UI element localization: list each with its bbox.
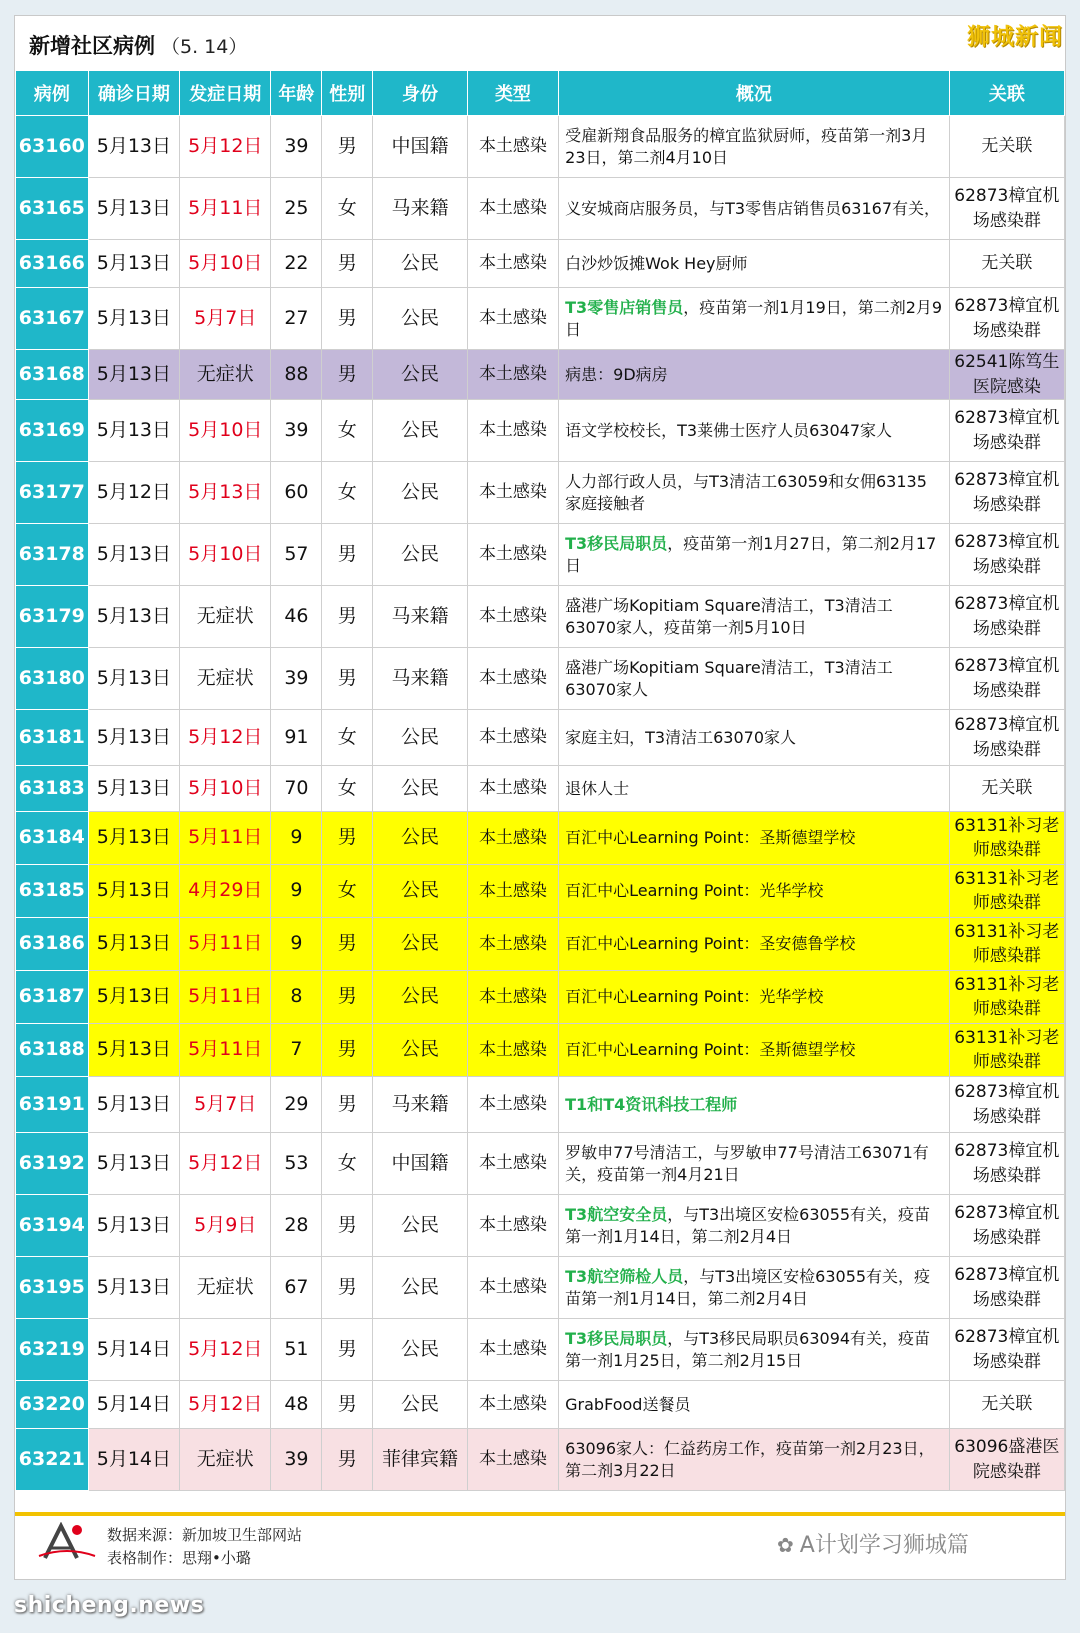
table-row bbox=[16, 812, 1065, 865]
case-id-cell: 63186 bbox=[16, 918, 89, 971]
sex-cell: 男 bbox=[322, 240, 373, 288]
cluster-link-cell: 62873樟宜机场感染群 bbox=[949, 1195, 1064, 1257]
onset-date-cell: 5月11日 bbox=[180, 918, 271, 971]
description-cell bbox=[559, 1319, 950, 1381]
identity-cell: 公民 bbox=[373, 1257, 468, 1319]
description-text: 义安城商店服务员，与T3零售店销售员63167有关， bbox=[565, 198, 940, 218]
wechat-account-name: A计划学习狮城篇 bbox=[799, 1533, 969, 1558]
cluster-link-cell: 62873樟宜机场感染群 bbox=[949, 400, 1064, 462]
title-date: （5. 14） bbox=[161, 36, 248, 58]
table-row bbox=[16, 918, 1065, 971]
age-cell: 39 bbox=[271, 116, 322, 178]
type-cell: 本土感染 bbox=[467, 586, 558, 648]
description-cell bbox=[559, 710, 950, 766]
confirmed-date-cell: 5月12日 bbox=[88, 462, 179, 524]
table-row bbox=[16, 586, 1065, 648]
table-row bbox=[16, 350, 1065, 400]
sex-cell: 男 bbox=[322, 586, 373, 648]
onset-date-cell: 无症状 bbox=[180, 1257, 271, 1319]
age-cell: 7 bbox=[271, 1024, 322, 1077]
case-id-cell: 63194 bbox=[16, 1195, 89, 1257]
type-cell: 本土感染 bbox=[467, 766, 558, 812]
footer-credits bbox=[107, 1524, 302, 1571]
case-id-cell: 63191 bbox=[16, 1077, 89, 1133]
description-cell bbox=[559, 971, 950, 1024]
type-cell: 本土感染 bbox=[467, 116, 558, 178]
age-cell: 25 bbox=[271, 178, 322, 240]
identity-cell: 公民 bbox=[373, 462, 468, 524]
sex-cell: 男 bbox=[322, 1024, 373, 1077]
onset-date-cell: 5月10日 bbox=[180, 400, 271, 462]
cluster-link-cell: 63131补习老师感染群 bbox=[949, 971, 1064, 1024]
highlight-text: T3航空筛检人员 bbox=[565, 1267, 684, 1287]
onset-date-cell: 5月7日 bbox=[180, 288, 271, 350]
type-cell: 本土感染 bbox=[467, 462, 558, 524]
description-text: ，与T3出境区安检63055有关，疫苗第一剂1月14日，第二剂2月4日 bbox=[565, 1205, 931, 1246]
confirmed-date-cell: 5月13日 bbox=[88, 116, 179, 178]
onset-date-cell: 5月12日 bbox=[180, 1133, 271, 1195]
onset-date-cell: 5月10日 bbox=[180, 524, 271, 586]
confirmed-date-cell: 5月13日 bbox=[88, 971, 179, 1024]
cluster-link-cell: 62873樟宜机场感染群 bbox=[949, 648, 1064, 710]
cluster-link-cell: 62541陈笃生医院感染 bbox=[949, 350, 1064, 400]
confirmed-date-cell: 5月13日 bbox=[88, 350, 179, 400]
sex-cell: 男 bbox=[322, 116, 373, 178]
sex-cell: 女 bbox=[322, 1133, 373, 1195]
confirmed-date-cell: 5月13日 bbox=[88, 865, 179, 918]
confirmed-date-cell: 5月13日 bbox=[88, 918, 179, 971]
onset-date-cell: 5月7日 bbox=[180, 1077, 271, 1133]
case-id-cell: 63183 bbox=[16, 766, 89, 812]
type-cell: 本土感染 bbox=[467, 1195, 558, 1257]
table-row bbox=[16, 766, 1065, 812]
confirmed-date-cell: 5月13日 bbox=[88, 178, 179, 240]
confirmed-date-cell: 5月14日 bbox=[88, 1319, 179, 1381]
confirmed-date-cell: 5月13日 bbox=[88, 1133, 179, 1195]
description-cell bbox=[559, 116, 950, 178]
age-cell: 9 bbox=[271, 812, 322, 865]
age-cell: 48 bbox=[271, 1381, 322, 1429]
description-text: 百汇中心Learning Point：圣斯德望学校 bbox=[565, 828, 856, 848]
cluster-link-cell: 62873樟宜机场感染群 bbox=[949, 710, 1064, 766]
onset-date-cell: 5月13日 bbox=[180, 462, 271, 524]
case-id-cell: 63187 bbox=[16, 971, 89, 1024]
identity-cell: 公民 bbox=[373, 710, 468, 766]
type-cell: 本土感染 bbox=[467, 240, 558, 288]
case-id-cell: 63165 bbox=[16, 178, 89, 240]
type-cell: 本土感染 bbox=[467, 400, 558, 462]
site-watermark: shicheng.news bbox=[14, 1593, 205, 1618]
highlight-text: T3零售店销售员 bbox=[565, 298, 684, 318]
column-header: 发症日期 bbox=[180, 71, 271, 116]
cluster-link-cell: 62873樟宜机场感染群 bbox=[949, 524, 1064, 586]
column-header: 关联 bbox=[949, 71, 1064, 116]
table-row bbox=[16, 1429, 1065, 1491]
age-cell: 60 bbox=[271, 462, 322, 524]
cluster-link-cell: 63096盛港医院感染群 bbox=[949, 1429, 1064, 1491]
confirmed-date-cell: 5月13日 bbox=[88, 1257, 179, 1319]
case-id-cell: 63168 bbox=[16, 350, 89, 400]
age-cell: 53 bbox=[271, 1133, 322, 1195]
page-card bbox=[14, 15, 1066, 1580]
description-cell bbox=[559, 1133, 950, 1195]
wechat-icon: ✿ bbox=[777, 1533, 794, 1557]
table-row bbox=[16, 1195, 1065, 1257]
table-row bbox=[16, 648, 1065, 710]
description-cell bbox=[559, 865, 950, 918]
description-text: ，与T3移民局职员63094有关，疫苗第一剂1月25日，第二剂2月15日 bbox=[565, 1329, 931, 1370]
description-text: ，疫苗第一剂1月27日，第二剂2月17日 bbox=[565, 534, 937, 575]
description-text: 盛港广场Kopitiam Square清洁工，T3清洁工63070家人 bbox=[565, 658, 893, 699]
title-text: 新增社区病例 bbox=[29, 34, 155, 58]
case-id-cell: 63167 bbox=[16, 288, 89, 350]
table-row bbox=[16, 400, 1065, 462]
highlight-text: T3移民局职员 bbox=[565, 534, 668, 554]
column-header: 年龄 bbox=[271, 71, 322, 116]
case-id-cell: 63219 bbox=[16, 1319, 89, 1381]
description-text: 退休人士 bbox=[565, 778, 630, 798]
age-cell: 57 bbox=[271, 524, 322, 586]
column-header: 确诊日期 bbox=[88, 71, 179, 116]
cluster-link-cell: 无关联 bbox=[949, 766, 1064, 812]
identity-cell: 公民 bbox=[373, 288, 468, 350]
cluster-link-cell: 63131补习老师感染群 bbox=[949, 812, 1064, 865]
description-text: 百汇中心Learning Point：光华学校 bbox=[565, 881, 824, 901]
age-cell: 22 bbox=[271, 240, 322, 288]
onset-date-cell: 无症状 bbox=[180, 648, 271, 710]
type-cell: 本土感染 bbox=[467, 524, 558, 586]
identity-cell: 公民 bbox=[373, 400, 468, 462]
cluster-link-cell: 无关联 bbox=[949, 116, 1064, 178]
identity-cell: 中国籍 bbox=[373, 116, 468, 178]
cluster-link-cell: 62873樟宜机场感染群 bbox=[949, 1257, 1064, 1319]
description-cell bbox=[559, 766, 950, 812]
column-header: 概况 bbox=[559, 71, 950, 116]
identity-cell: 公民 bbox=[373, 766, 468, 812]
cluster-link-cell: 无关联 bbox=[949, 240, 1064, 288]
description-text: GrabFood送餐员 bbox=[565, 1394, 691, 1414]
onset-date-cell: 5月11日 bbox=[180, 1024, 271, 1077]
onset-date-cell: 5月12日 bbox=[180, 710, 271, 766]
column-header: 类型 bbox=[467, 71, 558, 116]
identity-cell: 公民 bbox=[373, 918, 468, 971]
cluster-link-cell: 62873樟宜机场感染群 bbox=[949, 178, 1064, 240]
table-header-row bbox=[16, 71, 1065, 116]
description-cell bbox=[559, 1195, 950, 1257]
table-row bbox=[16, 462, 1065, 524]
cluster-link-cell: 62873樟宜机场感染群 bbox=[949, 288, 1064, 350]
type-cell: 本土感染 bbox=[467, 971, 558, 1024]
description-cell bbox=[559, 240, 950, 288]
wechat-account bbox=[777, 1528, 969, 1559]
table-row bbox=[16, 1024, 1065, 1077]
type-cell: 本土感染 bbox=[467, 1133, 558, 1195]
a-plan-logo-icon bbox=[37, 1522, 97, 1562]
description-text: 盛港广场Kopitiam Square清洁工，T3清洁工63070家人，疫苗第一剂5月10日 bbox=[565, 596, 893, 637]
description-text: 病患：9D病房 bbox=[565, 364, 668, 384]
identity-cell: 马来籍 bbox=[373, 648, 468, 710]
description-text: 63096家人：仁益药房工作，疫苗第一剂2月23日，第二剂3月22日 bbox=[565, 1439, 935, 1480]
age-cell: 39 bbox=[271, 400, 322, 462]
case-id-cell: 63195 bbox=[16, 1257, 89, 1319]
description-text: ，疫苗第一剂1月19日，第二剂2月9日 bbox=[565, 298, 943, 339]
confirmed-date-cell: 5月13日 bbox=[88, 1024, 179, 1077]
description-text: 罗敏申77号清洁工，与罗敏申77号清洁工63071有关，疫苗第一剂4月21日 bbox=[565, 1143, 929, 1184]
page-title bbox=[29, 30, 247, 60]
confirmed-date-cell: 5月13日 bbox=[88, 400, 179, 462]
description-text: 语文学校校长，T3莱佛士医疗人员63047家人 bbox=[565, 420, 892, 440]
cluster-link-cell: 62873樟宜机场感染群 bbox=[949, 462, 1064, 524]
table-credit-text: 表格制作：思翔•小璐 bbox=[107, 1549, 251, 1568]
table-row bbox=[16, 1319, 1065, 1381]
type-cell: 本土感染 bbox=[467, 1257, 558, 1319]
age-cell: 28 bbox=[271, 1195, 322, 1257]
age-cell: 70 bbox=[271, 766, 322, 812]
type-cell: 本土感染 bbox=[467, 1429, 558, 1491]
identity-cell: 公民 bbox=[373, 240, 468, 288]
sex-cell: 男 bbox=[322, 288, 373, 350]
description-text: 受雇新翔食品服务的樟宜监狱厨师，疫苗第一剂3月23日，第二剂4月10日 bbox=[565, 126, 928, 167]
sex-cell: 男 bbox=[322, 1429, 373, 1491]
table-row bbox=[16, 524, 1065, 586]
identity-cell: 公民 bbox=[373, 1381, 468, 1429]
cluster-link-cell: 63131补习老师感染群 bbox=[949, 865, 1064, 918]
confirmed-date-cell: 5月13日 bbox=[88, 648, 179, 710]
sex-cell: 男 bbox=[322, 1077, 373, 1133]
description-cell bbox=[559, 1429, 950, 1491]
sex-cell: 男 bbox=[322, 971, 373, 1024]
age-cell: 39 bbox=[271, 1429, 322, 1491]
age-cell: 51 bbox=[271, 1319, 322, 1381]
description-cell bbox=[559, 462, 950, 524]
table-row bbox=[16, 971, 1065, 1024]
table-row bbox=[16, 865, 1065, 918]
case-id-cell: 63166 bbox=[16, 240, 89, 288]
type-cell: 本土感染 bbox=[467, 865, 558, 918]
case-id-cell: 63184 bbox=[16, 812, 89, 865]
highlight-text: T3移民局职员 bbox=[565, 1329, 668, 1349]
onset-date-cell: 5月10日 bbox=[180, 766, 271, 812]
column-header: 身份 bbox=[373, 71, 468, 116]
onset-date-cell: 无症状 bbox=[180, 1429, 271, 1491]
confirmed-date-cell: 5月13日 bbox=[88, 240, 179, 288]
footer-divider bbox=[15, 1512, 1065, 1516]
identity-cell: 公民 bbox=[373, 1195, 468, 1257]
confirmed-date-cell: 5月13日 bbox=[88, 586, 179, 648]
onset-date-cell: 5月12日 bbox=[180, 1381, 271, 1429]
table-row bbox=[16, 1133, 1065, 1195]
onset-date-cell: 无症状 bbox=[180, 586, 271, 648]
age-cell: 9 bbox=[271, 918, 322, 971]
highlight-text: T3航空安全员 bbox=[565, 1205, 668, 1225]
table-row bbox=[16, 1381, 1065, 1429]
description-text: 白沙炒饭摊Wok Hey厨师 bbox=[565, 253, 748, 273]
case-id-cell: 63185 bbox=[16, 865, 89, 918]
onset-date-cell: 5月11日 bbox=[180, 178, 271, 240]
identity-cell: 马来籍 bbox=[373, 1077, 468, 1133]
confirmed-date-cell: 5月13日 bbox=[88, 524, 179, 586]
onset-date-cell: 5月11日 bbox=[180, 971, 271, 1024]
sex-cell: 男 bbox=[322, 524, 373, 586]
identity-cell: 公民 bbox=[373, 865, 468, 918]
age-cell: 88 bbox=[271, 350, 322, 400]
description-text: 百汇中心Learning Point：圣斯德望学校 bbox=[565, 1040, 856, 1060]
onset-date-cell: 5月12日 bbox=[180, 116, 271, 178]
column-header: 性别 bbox=[322, 71, 373, 116]
description-text: 百汇中心Learning Point：圣安德鲁学校 bbox=[565, 934, 856, 954]
type-cell: 本土感染 bbox=[467, 812, 558, 865]
onset-date-cell: 无症状 bbox=[180, 350, 271, 400]
type-cell: 本土感染 bbox=[467, 710, 558, 766]
case-id-cell: 63177 bbox=[16, 462, 89, 524]
case-id-cell: 63179 bbox=[16, 586, 89, 648]
age-cell: 39 bbox=[271, 648, 322, 710]
type-cell: 本土感染 bbox=[467, 350, 558, 400]
onset-date-cell: 5月11日 bbox=[180, 812, 271, 865]
description-cell bbox=[559, 1024, 950, 1077]
cluster-link-cell: 63131补习老师感染群 bbox=[949, 1024, 1064, 1077]
description-text: 家庭主妇，T3清洁工63070家人 bbox=[565, 727, 796, 747]
description-cell bbox=[559, 1077, 950, 1133]
case-id-cell: 63180 bbox=[16, 648, 89, 710]
identity-cell: 马来籍 bbox=[373, 178, 468, 240]
cases-table bbox=[15, 70, 1065, 1491]
table-row bbox=[16, 240, 1065, 288]
description-text: 人力部行政人员，与T3清洁工63059和女佣63135家庭接触者 bbox=[565, 472, 927, 513]
type-cell: 本土感染 bbox=[467, 288, 558, 350]
cluster-link-cell: 62873樟宜机场感染群 bbox=[949, 1077, 1064, 1133]
description-cell bbox=[559, 648, 950, 710]
case-id-cell: 63169 bbox=[16, 400, 89, 462]
title-bar bbox=[15, 16, 1065, 70]
confirmed-date-cell: 5月13日 bbox=[88, 288, 179, 350]
confirmed-date-cell: 5月13日 bbox=[88, 710, 179, 766]
description-cell bbox=[559, 178, 950, 240]
confirmed-date-cell: 5月14日 bbox=[88, 1381, 179, 1429]
identity-cell: 马来籍 bbox=[373, 586, 468, 648]
case-id-cell: 63178 bbox=[16, 524, 89, 586]
identity-cell: 公民 bbox=[373, 524, 468, 586]
description-cell bbox=[559, 812, 950, 865]
data-source-text: 数据来源：新加坡卫生部网站 bbox=[107, 1526, 303, 1544]
cluster-link-cell: 63131补习老师感染群 bbox=[949, 918, 1064, 971]
onset-date-cell: 5月10日 bbox=[180, 240, 271, 288]
description-cell bbox=[559, 400, 950, 462]
description-cell bbox=[559, 350, 950, 400]
table-row bbox=[16, 1257, 1065, 1319]
case-id-cell: 63220 bbox=[16, 1381, 89, 1429]
age-cell: 46 bbox=[271, 586, 322, 648]
type-cell: 本土感染 bbox=[467, 178, 558, 240]
identity-cell: 公民 bbox=[373, 812, 468, 865]
description-cell bbox=[559, 288, 950, 350]
onset-date-cell: 5月12日 bbox=[180, 1319, 271, 1381]
sex-cell: 男 bbox=[322, 812, 373, 865]
sex-cell: 女 bbox=[322, 462, 373, 524]
confirmed-date-cell: 5月14日 bbox=[88, 1429, 179, 1491]
age-cell: 9 bbox=[271, 865, 322, 918]
description-cell bbox=[559, 918, 950, 971]
type-cell: 本土感染 bbox=[467, 1024, 558, 1077]
onset-date-cell: 4月29日 bbox=[180, 865, 271, 918]
identity-cell: 公民 bbox=[373, 350, 468, 400]
identity-cell: 菲律宾籍 bbox=[373, 1429, 468, 1491]
age-cell: 8 bbox=[271, 971, 322, 1024]
sex-cell: 女 bbox=[322, 400, 373, 462]
description-cell bbox=[559, 586, 950, 648]
sex-cell: 男 bbox=[322, 1257, 373, 1319]
description-cell bbox=[559, 1257, 950, 1319]
identity-cell: 中国籍 bbox=[373, 1133, 468, 1195]
column-header: 病例 bbox=[16, 71, 89, 116]
onset-date-cell: 5月9日 bbox=[180, 1195, 271, 1257]
cluster-link-cell: 62873樟宜机场感染群 bbox=[949, 1319, 1064, 1381]
sex-cell: 女 bbox=[322, 178, 373, 240]
age-cell: 27 bbox=[271, 288, 322, 350]
age-cell: 67 bbox=[271, 1257, 322, 1319]
cluster-link-cell: 无关联 bbox=[949, 1381, 1064, 1429]
type-cell: 本土感染 bbox=[467, 648, 558, 710]
confirmed-date-cell: 5月13日 bbox=[88, 1195, 179, 1257]
case-id-cell: 63221 bbox=[16, 1429, 89, 1491]
description-cell bbox=[559, 524, 950, 586]
sex-cell: 男 bbox=[322, 1319, 373, 1381]
case-id-cell: 63192 bbox=[16, 1133, 89, 1195]
case-id-cell: 63188 bbox=[16, 1024, 89, 1077]
type-cell: 本土感染 bbox=[467, 1381, 558, 1429]
table-row bbox=[16, 1077, 1065, 1133]
sex-cell: 男 bbox=[322, 648, 373, 710]
sex-cell: 男 bbox=[322, 918, 373, 971]
type-cell: 本土感染 bbox=[467, 1319, 558, 1381]
footer bbox=[15, 1512, 1065, 1580]
age-cell: 91 bbox=[271, 710, 322, 766]
brand-logo-text: 狮城新闻 bbox=[967, 24, 1063, 50]
sex-cell: 女 bbox=[322, 710, 373, 766]
table-row bbox=[16, 116, 1065, 178]
type-cell: 本土感染 bbox=[467, 1077, 558, 1133]
identity-cell: 公民 bbox=[373, 1319, 468, 1381]
description-text: ，与T3出境区安检63055有关，疫苗第一剂1月14日，第二剂2月4日 bbox=[565, 1267, 931, 1308]
type-cell: 本土感染 bbox=[467, 918, 558, 971]
identity-cell: 公民 bbox=[373, 1024, 468, 1077]
highlight-text: T1和T4资讯科技工程师 bbox=[565, 1094, 738, 1114]
description-cell bbox=[559, 1381, 950, 1429]
confirmed-date-cell: 5月13日 bbox=[88, 812, 179, 865]
sex-cell: 男 bbox=[322, 350, 373, 400]
sex-cell: 男 bbox=[322, 1381, 373, 1429]
sex-cell: 女 bbox=[322, 865, 373, 918]
sex-cell: 男 bbox=[322, 1195, 373, 1257]
case-id-cell: 63160 bbox=[16, 116, 89, 178]
table-row bbox=[16, 710, 1065, 766]
table-row bbox=[16, 288, 1065, 350]
confirmed-date-cell: 5月13日 bbox=[88, 766, 179, 812]
cluster-link-cell: 62873樟宜机场感染群 bbox=[949, 586, 1064, 648]
confirmed-date-cell: 5月13日 bbox=[88, 1077, 179, 1133]
age-cell: 29 bbox=[271, 1077, 322, 1133]
identity-cell: 公民 bbox=[373, 971, 468, 1024]
description-text: 百汇中心Learning Point：光华学校 bbox=[565, 987, 824, 1007]
table-row bbox=[16, 178, 1065, 240]
sex-cell: 女 bbox=[322, 766, 373, 812]
cluster-link-cell: 62873樟宜机场感染群 bbox=[949, 1133, 1064, 1195]
case-id-cell: 63181 bbox=[16, 710, 89, 766]
